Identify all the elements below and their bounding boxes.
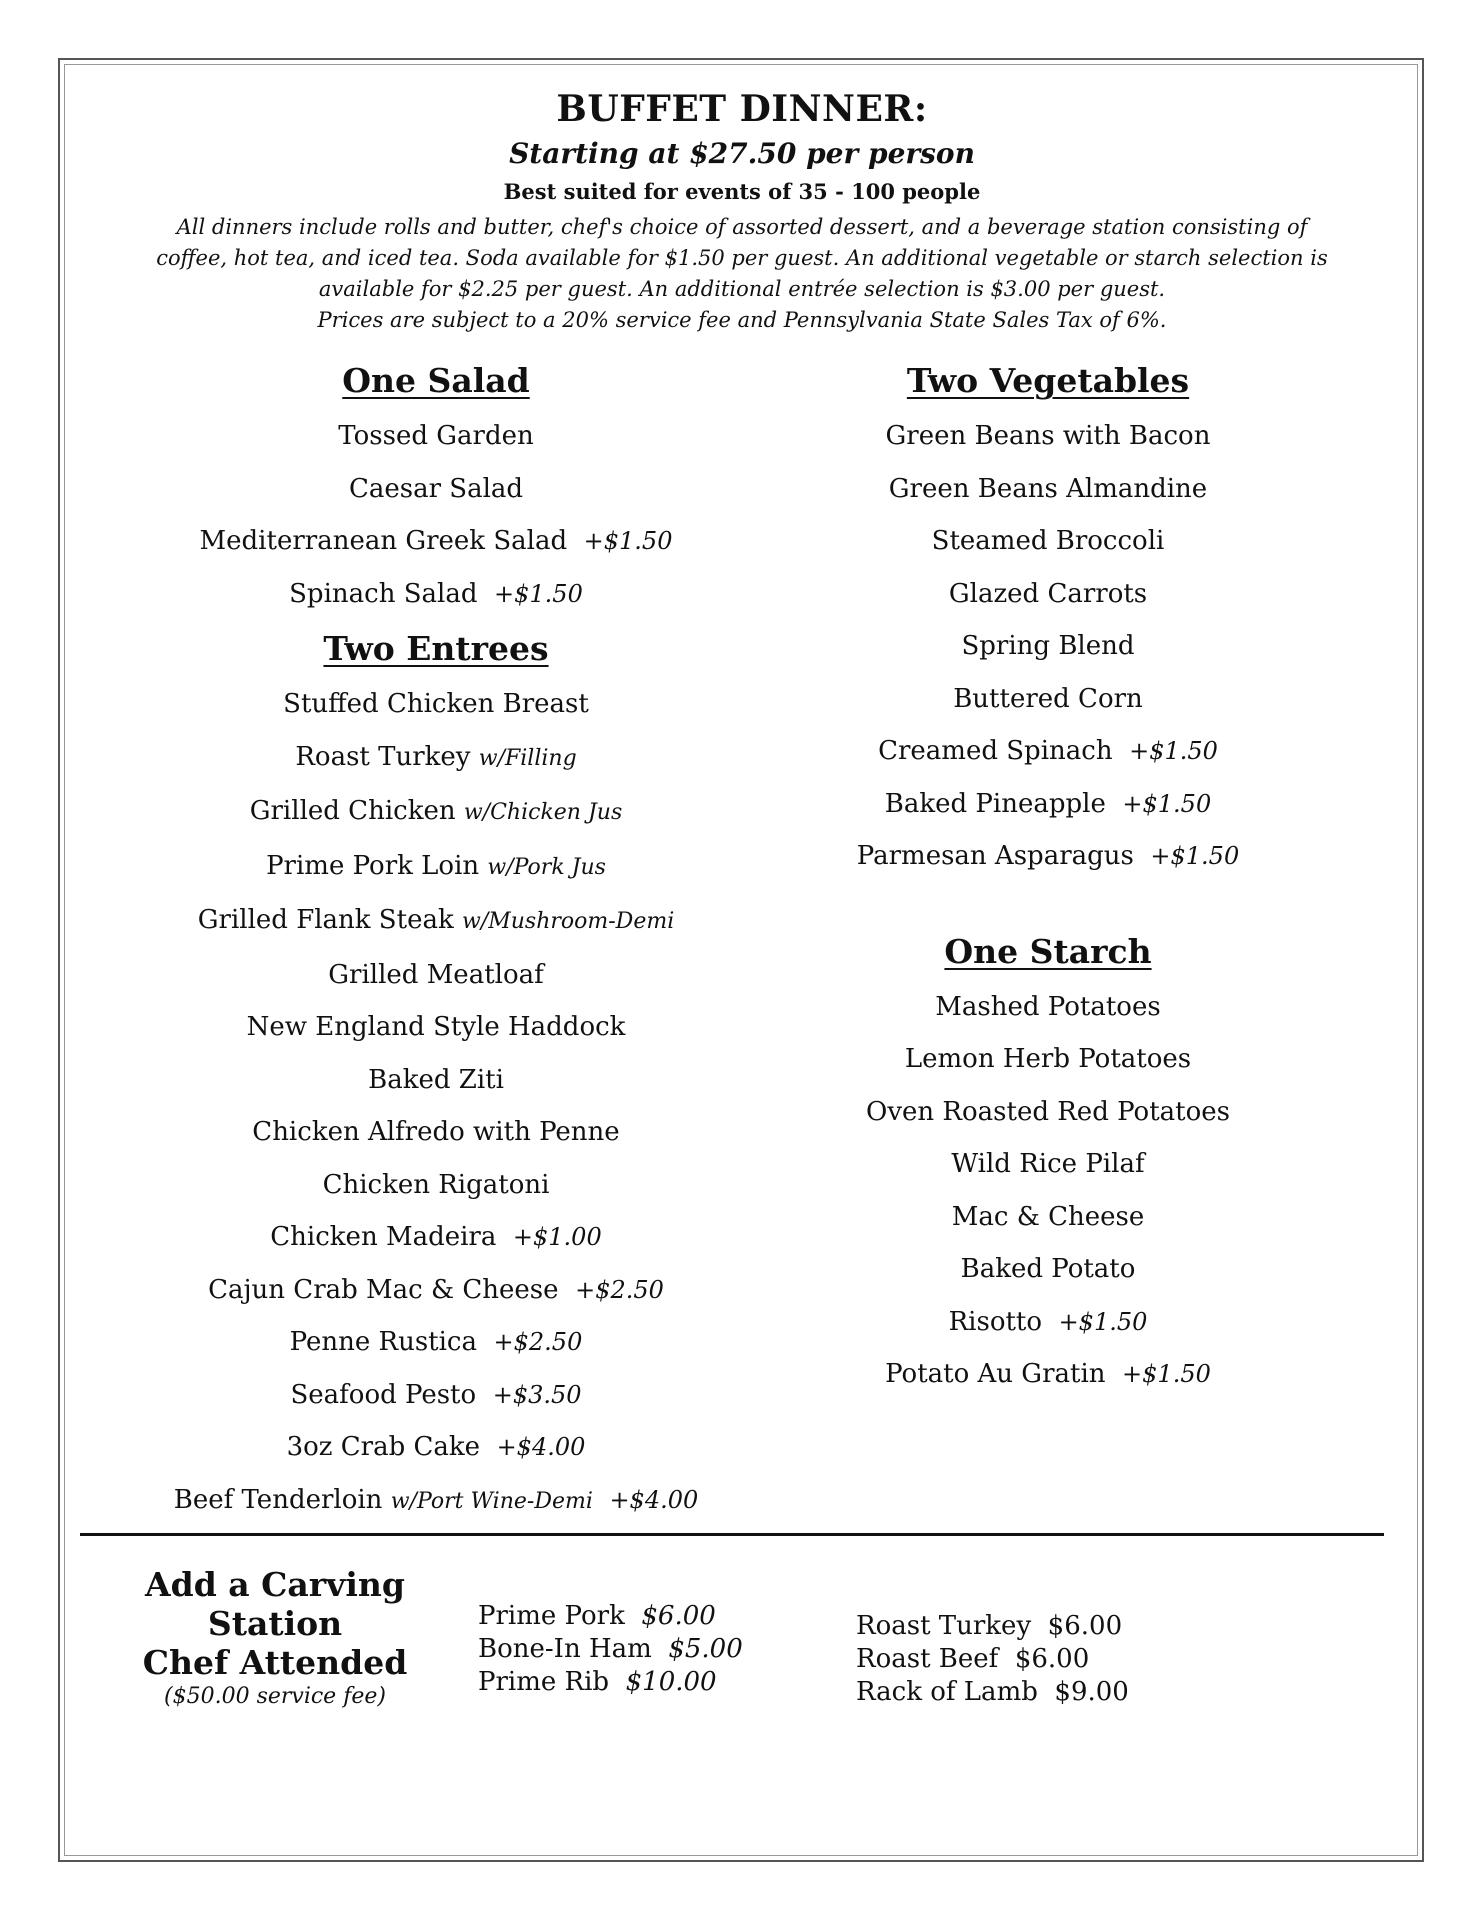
menu-item-price: +$1.50 [1122,789,1212,818]
menu-item-name: Chicken Rigatoni [322,1169,550,1200]
menu-item [748,1191,1348,1244]
carving-option [478,1666,743,1699]
menu-item [136,1054,736,1107]
event-size-note: Best suited for events of 35 - 100 people [503,179,981,204]
menu-item [748,410,1348,463]
menu-item [136,1369,736,1422]
starch-section [748,923,1348,1401]
menu-item [748,620,1348,673]
carving-option-name: Roast Turkey [856,1611,1032,1641]
carving-options-col2 [856,1610,1129,1709]
menu-item-price: +$1.50 [1150,842,1240,870]
menu-item [748,1138,1348,1191]
menu-item-note: w/Port Wine-Demi [390,1488,593,1514]
carving-option-name: Prime Rib [478,1667,610,1697]
menu-item-name: Grilled Meatloaf [328,959,544,990]
menu-item [136,1474,736,1529]
menu-item [136,949,736,1002]
menu-item-name: Tossed Garden [338,421,534,451]
menu-item [748,1033,1348,1086]
menu-item [748,1348,1348,1401]
vegetables-section [748,352,1348,883]
menu-item [136,1001,736,1054]
menu-item-name: Roast Turkey [295,741,471,772]
menu-item-name: Green Beans with Bacon [885,421,1211,451]
menu-item-name: 3oz Crab Cake [286,1432,481,1462]
carving-option [856,1676,1129,1709]
carving-title-line: Station [207,1604,343,1643]
menu-item [136,463,736,516]
menu-item-name: Mashed Potatoes [935,991,1161,1022]
menu-item [136,678,736,731]
carving-option-price: $6.00 [1014,1644,1090,1674]
menu-item-list [136,410,736,620]
carving-options-col1 [478,1600,743,1699]
menu-item [136,840,736,895]
menu-item [136,894,736,949]
menu-item-price: +$4.00 [496,1433,586,1461]
section-heading: One Salad [342,361,530,400]
menu-header [70,84,1414,336]
menu-item-name: Baked Potato [960,1254,1136,1284]
menu-item-note: w/Chicken Jus [463,800,623,825]
menu-item-name: Parmesan Asparagus [856,841,1134,871]
carving-option-price: $6.00 [1047,1611,1123,1641]
carving-option [856,1610,1129,1643]
menu-item-price: +$4.00 [609,1485,699,1514]
carving-option-name: Rack of Lamb [856,1677,1038,1707]
carving-option-price: $5.00 [668,1634,743,1664]
carving-option [478,1600,743,1633]
menu-item-name: Cajun Crab Mac & Cheese [208,1274,559,1305]
menu-item [748,568,1348,621]
menu-item-name: Glazed Carrots [948,578,1148,609]
carving-option-name: Bone-In Ham [478,1634,652,1664]
menu-item-price: +$1.50 [583,527,673,555]
carving-option [856,1643,1129,1676]
menu-item [748,725,1348,778]
menu-item-price: +$3.50 [492,1380,582,1409]
carving-option-price: $6.00 [641,1601,716,1631]
menu-item [748,981,1348,1034]
menu-item-name: Grilled Flank Steak [197,905,454,935]
menu-item [136,1421,736,1474]
menu-item-price: +$1.50 [1122,1360,1211,1388]
menu-item-name: Green Beans Almandine [888,473,1208,504]
menu-item [136,1316,736,1369]
intro-line: Prices are subject to a 20% service fee and Pennsylvania State Sales Tax of 6%. [317,308,1167,332]
page-title: BUFFET DINNER: [556,88,928,130]
menu-item-name: Buttered Corn [953,683,1143,714]
menu-item [136,1264,736,1317]
menu-item [136,731,736,786]
menu-item-name: Chicken Madeira [270,1222,497,1252]
menu-item-name: Potato Au Gratin [885,1359,1106,1389]
carving-station-title [130,1565,420,1712]
carving-option [478,1633,743,1666]
menu-item-list [748,410,1348,883]
carving-title-line: Add a Carving [145,1565,405,1604]
menu-item [748,673,1348,726]
menu-item [136,785,736,840]
carving-option-price: $10.00 [625,1667,717,1697]
menu-item-price: +$1.50 [1058,1307,1148,1336]
carving-option-name: Prime Pork [478,1601,625,1631]
menu-item-price: +$2.50 [575,1275,664,1304]
menu-item-name: Wild Rice Pilaf [951,1149,1145,1179]
carving-option-price: $9.00 [1054,1677,1129,1707]
menu-item-name: Mediterranean Greek Salad [199,526,568,556]
menu-item [136,515,736,568]
menu-item-name: Risotto [948,1306,1043,1337]
menu-item-price: +$1.50 [494,579,583,608]
section-heading: Two Entrees [323,629,549,668]
right-column [748,352,1348,1401]
menu-item-price: +$1.50 [1129,737,1218,765]
carving-title-line: Chef Attended [142,1643,408,1682]
menu-item-name: Steamed Broccoli [931,526,1165,556]
menu-item-name: Seafood Pesto [290,1379,477,1410]
menu-item [748,463,1348,516]
entrees-section [136,620,736,1528]
section-heading: Two Vegetables [906,361,1190,400]
menu-item-name: New England Style Haddock [246,1012,626,1042]
menu-item-name: Baked Pineapple [884,788,1106,819]
menu-item [748,830,1348,883]
menu-item-name: Stuffed Chicken Breast [283,689,589,719]
menu-item [136,410,736,463]
menu-item-list [748,981,1348,1401]
menu-item-name: Spring Blend [961,631,1135,661]
menu-item-name: Prime Pork Loin [266,850,480,881]
menu-item [748,515,1348,568]
intro-line: available for $2.25 per guest. An additional entrée selection is $3.00 per guest. [318,277,1166,301]
menu-item [136,1159,736,1212]
starting-price: Starting at $27.50 per person [509,137,975,170]
intro-text [70,212,1414,336]
menu-item [136,568,736,621]
menu-item-name: Oven Roasted Red Potatoes [866,1096,1230,1127]
section-spacer [748,883,1348,923]
menu-item-note: w/Pork Jus [487,854,606,880]
menu-item [748,1243,1348,1296]
menu-item-name: Chicken Alfredo with Penne [252,1117,620,1147]
menu-item [748,1296,1348,1349]
menu-item-note: w/Filling [478,745,577,771]
divider-line [80,1533,1384,1536]
carving-service-fee: ($50.00 service fee) [164,1684,386,1709]
salad-section [136,352,736,620]
left-column [136,352,736,1528]
section-heading: One Starch [944,931,1152,971]
menu-item-name: Baked Ziti [368,1064,504,1095]
menu-item-name: Penne Rustica [289,1327,477,1357]
intro-line: coffee, hot tea, and iced tea. Soda available for $1.50 per guest. An additional vegetable or starch selection is [156,246,1328,270]
menu-item-price: +$2.50 [493,1328,583,1356]
menu-item-note: w/Mushroom-Demi [461,909,675,934]
menu-item-price: +$1.00 [512,1223,602,1251]
menu-item-name: Spinach Salad [289,578,478,609]
menu-item-name: Lemon Herb Potatoes [904,1044,1192,1074]
menu-item [748,778,1348,831]
menu-item [136,1106,736,1159]
menu-item [136,1211,736,1264]
menu-item-name: Grilled Chicken [249,796,456,826]
menu-item-name: Beef Tenderloin [173,1484,383,1515]
menu-item-name: Mac & Cheese [951,1201,1145,1232]
carving-option-name: Roast Beef [856,1644,999,1674]
menu-item-name: Creamed Spinach [878,736,1113,766]
menu-item-list [136,678,736,1528]
menu-item [748,1086,1348,1139]
menu-item-name: Caesar Salad [348,473,524,504]
intro-line: All dinners include rolls and butter, chef's choice of assorted dessert, and a beverage station consisting of [176,215,1308,239]
